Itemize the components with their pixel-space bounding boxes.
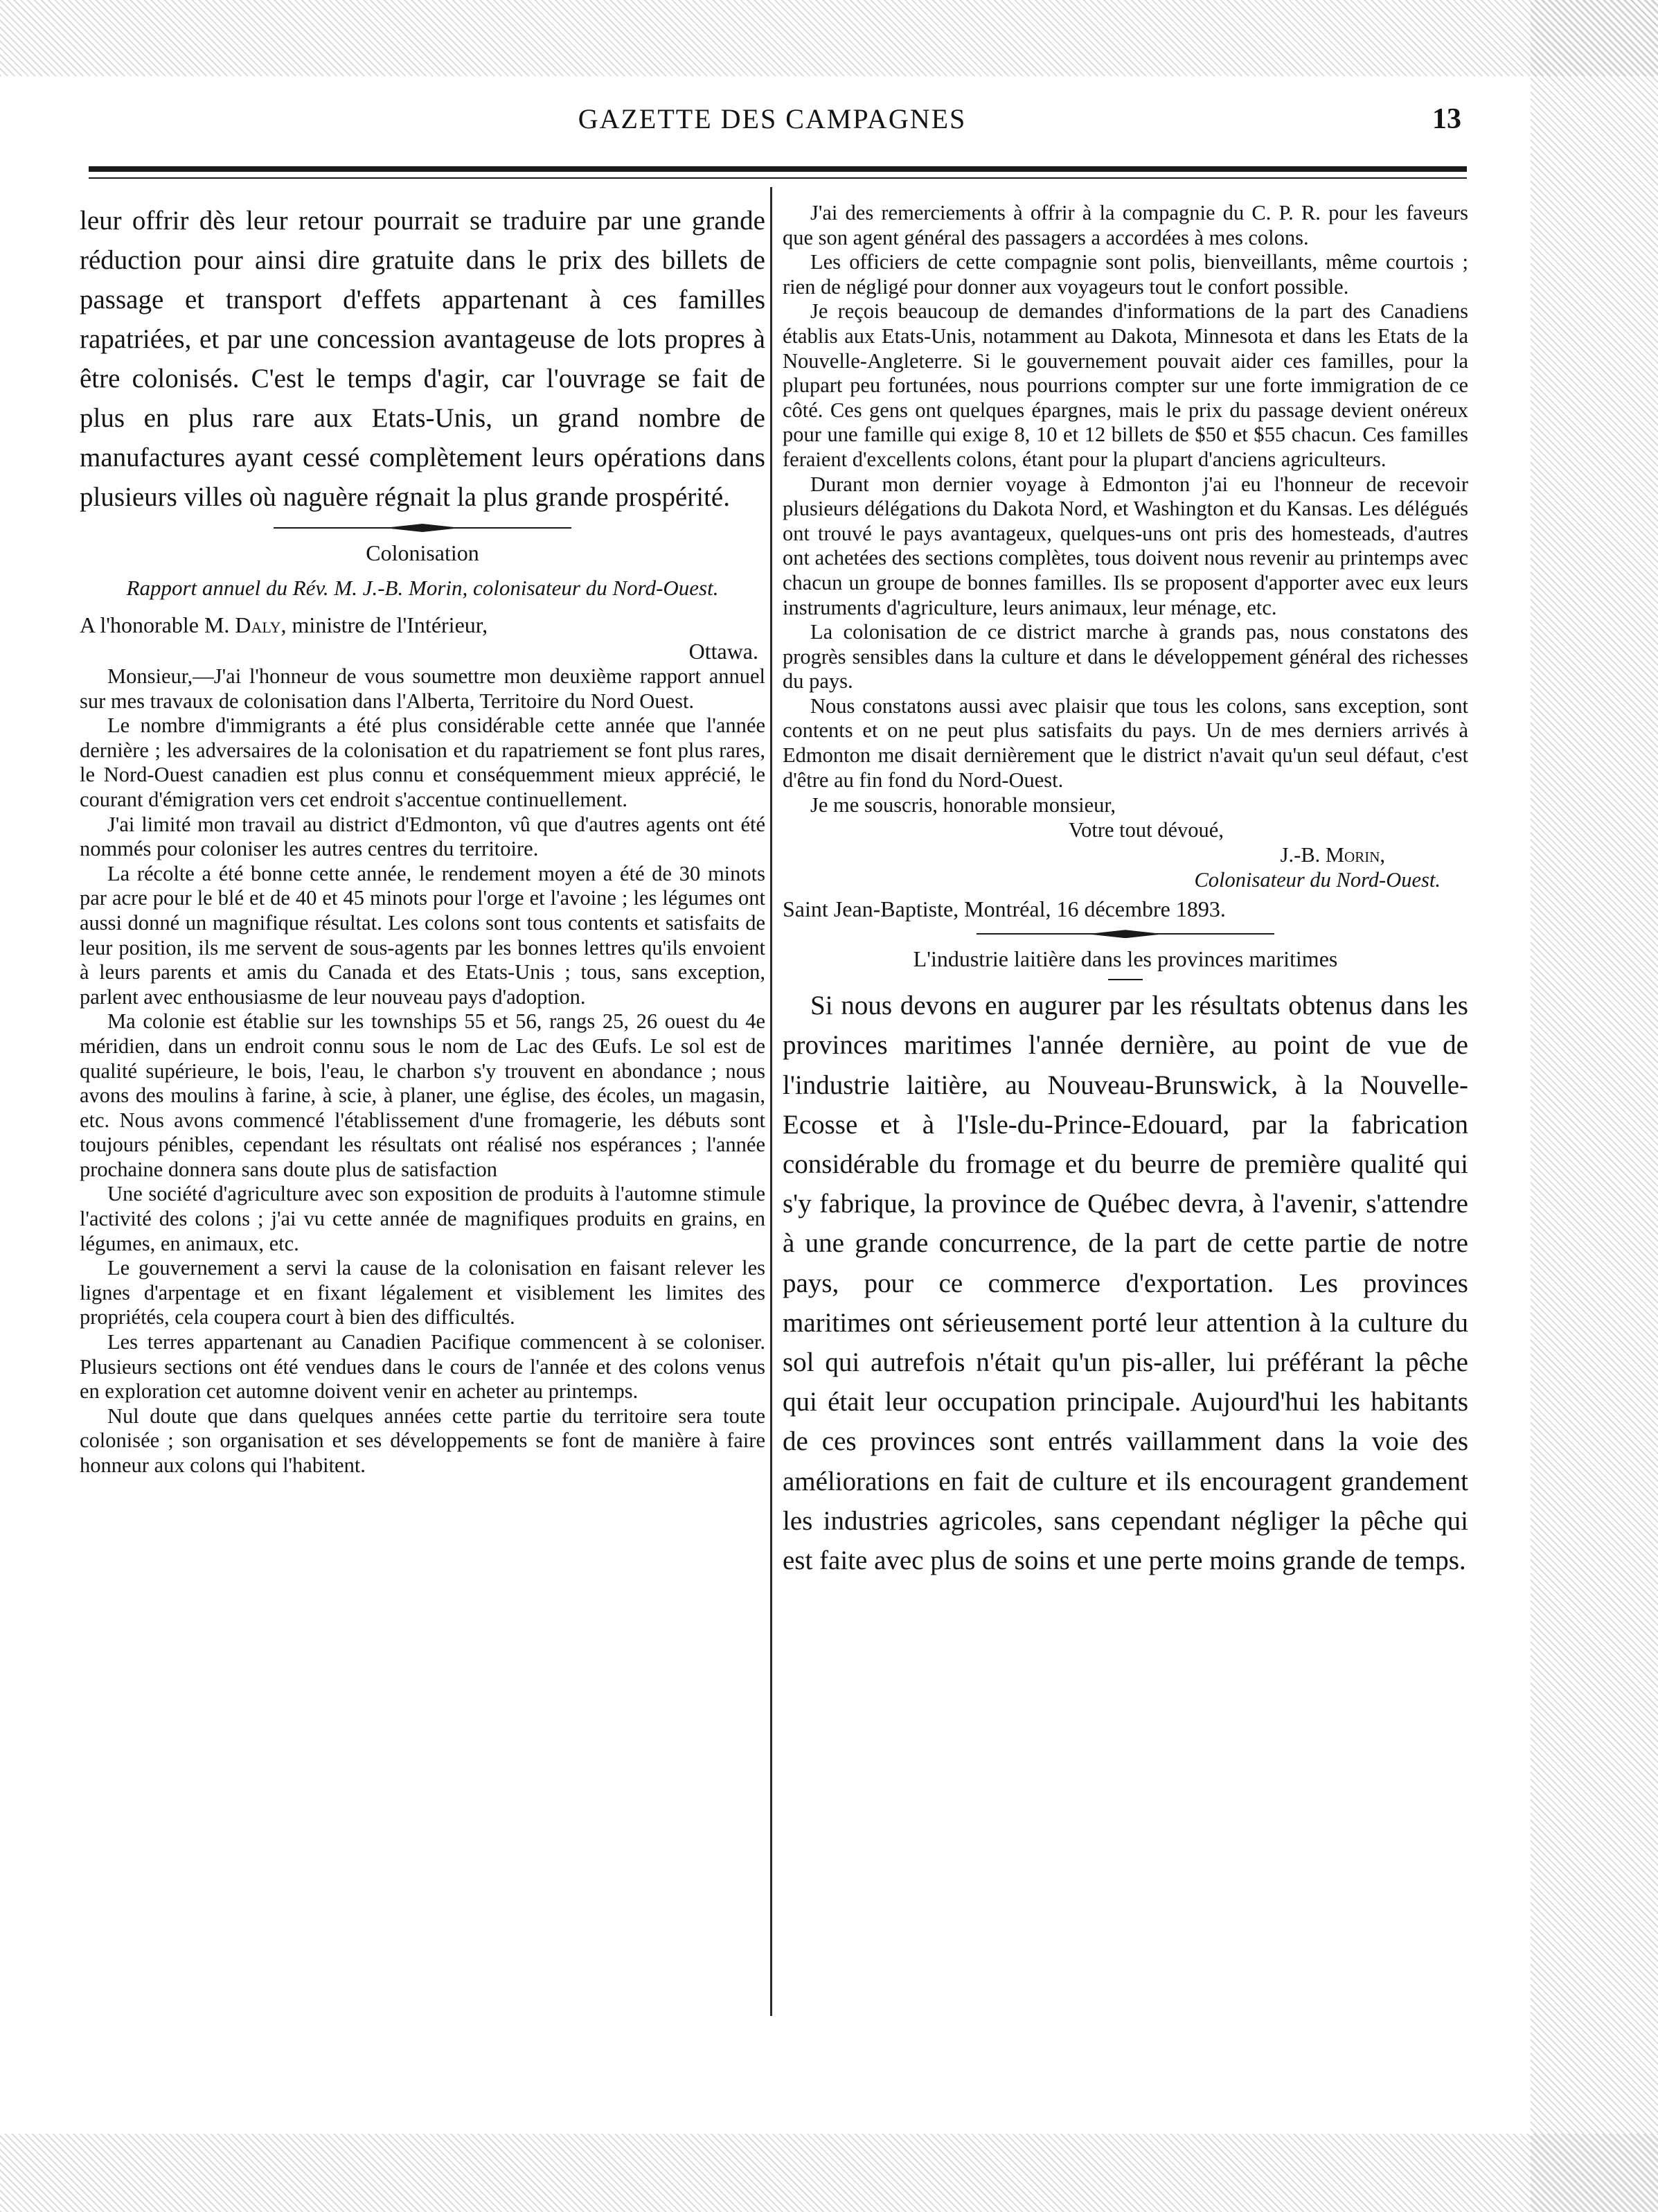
report-paragraph: Nous constatons aussi avec plaisir que tous les colons, sans exception, sont contents et on ne peut plus satisfaits du pays. Un de mes derniers arrivés à Edmonton me disait dernièrement que le district n'avait qu'un seul défaut, c'est d'être au fin fond du Nord-Ouest.: [783, 693, 1468, 792]
report-paragraph: Durant mon dernier voyage à Edmonton j'ai eu l'honneur de recevoir plusieurs délégations du Dakota Nord, et Washington et du Kansas. Les délégués ont trouvé le pays avantageux, quelques-uns ont pris des homesteads, d'autres ont achetées des sections complètes, tous doivent nous revenir au printemps avec chacun un groupe de bonnes familles. Ils se proposent d'apporter avec eux leurs instruments d'agriculture, leurs animaux, leur ménage, etc.: [783, 472, 1468, 619]
signature-title: Colonisateur du Nord-Ouest.: [1194, 868, 1441, 892]
page-header: [83, 103, 1461, 151]
report-paragraph: Je reçois beaucoup de demandes d'informations de la part des Canadiens établis aux Etats-Unis, notamment au Dakota, Minnesota et dans les Etats de la Nouvelle-Angleterre. Si le gouvernement pouvait aider ces familles, pour la plupart peu fortunées, nous pourrions compter sur une forte immigration de ce côté. Ces gens ont quelques épargnes, mais le prix du passage devient onéreux pour une famille qui exige 8, 10 et 12 billets de $50 et $55 chacun. Ces familles feraient d'excellents colons, étant pour la plupart d'anciens agriculteurs.: [783, 299, 1468, 471]
address-city: Ottawa.: [688, 639, 758, 664]
closing-line: Je me souscris, honorable monsieur,: [810, 793, 1116, 817]
section-title-dairy: L'industrie laitière dans les provinces maritimes: [913, 946, 1338, 972]
report-paragraph: Le gouvernement a servi la cause de la colonisation en faisant relever les lignes d'arpentage et en fixant légalement et visiblement les limites des propriétés, cela coupera court à bien des difficultés.: [80, 1256, 765, 1329]
report-paragraph: Les officiers de cette compagnie sont polis, bienveillants, même courtois ; rien de négligé pour donner aux voyageurs tout le confort possible.: [783, 250, 1468, 299]
print-noise-right: [1531, 0, 1658, 2212]
report-paragraph: Nul doute que dans quelques années cette partie du territoire sera toute colonisée ; son organisation et ses développements se font de manière à faire honneur aux colons qui l'habitent.: [80, 1404, 765, 1477]
report-paragraph: Monsieur,—J'ai l'honneur de vous soumettre mon deuxième rapport annuel sur mes travaux de colonisation dans l'Alberta, Territoire du Nord Ouest.: [80, 664, 765, 713]
report-paragraph: Une société d'agriculture avec son exposition de produits à l'automne stimule l'activité des colons ; j'ai vu cette année de magnifiques produits en grains, en légumes, en animaux, etc.: [80, 1182, 765, 1255]
right-column: [783, 201, 1468, 1580]
page-number: 13: [1432, 103, 1461, 135]
continued-paragraph: leur offrir dès leur retour pourrait se traduire par une grande réduction pour ainsi dire gratuite dans le prix des billets de passage et transport d'effets appartenant à ces familles rapatriées, et par une concession avantageuse de lots propres à être colonisés. C'est le temps d'agir, car l'ouvrage se fait de plus en plus rare aux Etats-Unis, un grand nombre de manufactures ayant cessé complètement leurs opérations dans plusieurs villes où naguère régnait la plus grande prospérité.: [80, 206, 765, 512]
section-title-colonisation: Colonisation: [366, 540, 479, 565]
report-paragraph: La récolte a été bonne cette année, le rendement moyen a été de 30 minots par acre pour le blé et de 40 et 45 minots pour l'orge et l'avoine ; les légumes ont aussi donné un magnifique résultat. Les colons sont tous contents et satisfaits de leur position, ils me servent de sous-agents par les bonnes lettres qu'ils envoient à leurs parents et amis du Canada et des Etats-Unis ; tous, sans exception, parlent avec enthousiasme de leur nouveau pays d'adoption.: [80, 861, 765, 1009]
report-paragraph: Les terres appartenant au Canadien Pacifique commencent à se coloniser. Plusieurs sections ont été vendues dans le cours de l'année et des colons venus en exploration cet automne doivent venir en acheter au printemps.: [80, 1330, 765, 1404]
print-noise-bottom: [0, 2134, 1658, 2212]
report-paragraph: J'ai des remerciements à offrir à la compagnie du C. P. R. pour les faveurs que son agent général des passagers a accordées à mes colons.: [783, 201, 1468, 249]
header-rule-thin: [89, 177, 1467, 179]
short-rule: [1108, 979, 1143, 980]
section-separator: [274, 524, 571, 532]
print-noise-top: [0, 0, 1658, 76]
report-paragraph: Ma colonie est établie sur les townships 55 et 56, rangs 25, 26 ouest du 4e méridien, dans un endroit connu sous le nom de Lac des Œufs. Le sol est de qualité supérieure, le bois, l'eau, le charbon s'y trouvent en abondance ; nous avons des moulins à farine, à scie, à planer, une église, des écoles, un magasin, etc. Nous avons commencé l'établissement d'une fromagerie, les débuts sont toujours pénibles, cependant les résultats ont réalisé nos espérances ; l'année prochaine donnera sans doute plus de satisfaction: [80, 1009, 765, 1181]
report-paragraph: J'ai limité mon travail au district d'Edmonton, vû que d'autres agents ont été nommés pour coloniser les autres centres du territoire.: [80, 812, 765, 861]
left-column: [80, 201, 765, 1478]
column-divider: [770, 187, 772, 2016]
report-title: Rapport annuel du Rév. M. J.-B. Morin, colonisateur du Nord-Ouest.: [126, 576, 719, 600]
signature-name: J.-B. Morin,: [1280, 843, 1385, 867]
header-rule-thick: [89, 166, 1467, 172]
address-line: A l'honorable M. Daly, ministre de l'Intérieur,: [80, 612, 488, 637]
report-paragraph: La colonisation de ce district marche à grands pas, nous constatons des progrès sensibles dans la culture et dans le développement général des richesses du pays.: [783, 620, 1468, 693]
minister-name: Daly: [235, 612, 281, 637]
dairy-article-paragraph: Si nous devons en augurer par les résultats obtenus dans les provinces maritimes l'année dernière, au point de vue de l'industrie laitière, au Nouveau-Brunswick, à la Nouvelle-Ecosse et à l'Isle-du-Prince-Edouard, par la fabrication considérable du fromage et du beurre de première qualité qui s'y fabrique, la province de Québec devra, à l'avenir, s'attendre à une grande concurrence, de la part de cette partie de notre pays, pour ce commerce d'exportation. Les provinces maritimes ont sérieusement porté leur attention à la culture du sol qui autrefois n'était qu'un pis-aller, lui préférant la pêche qui était leur occupation principale. Aujourd'hui les habitants de ces provinces sont entrés vaillamment dans la voie des améliorations en fait de culture et ils encouragent grandement les industries agricoles, sans cependant négliger la pêche qui est faite avec plus de soins et une perte moins grande de temps.: [783, 991, 1468, 1576]
closing-line-2: Votre tout dévoué,: [1069, 818, 1224, 842]
section-separator: [977, 930, 1274, 938]
publication-title: GAZETTE DES CAMPAGNES: [578, 103, 967, 134]
report-paragraph: Le nombre d'immigrants a été plus considérable cette année que l'année dernière ; les adversaires de la colonisation et du rapatriement se font plus rares, le Nord-Ouest canadien est plus connu et conséquemment mieux apprécié, le courant d'émigration vers cet endroit s'accentue continuellement.: [80, 714, 765, 811]
place-date: Saint Jean-Baptiste, Montréal, 16 décembre 1893.: [783, 896, 1226, 922]
